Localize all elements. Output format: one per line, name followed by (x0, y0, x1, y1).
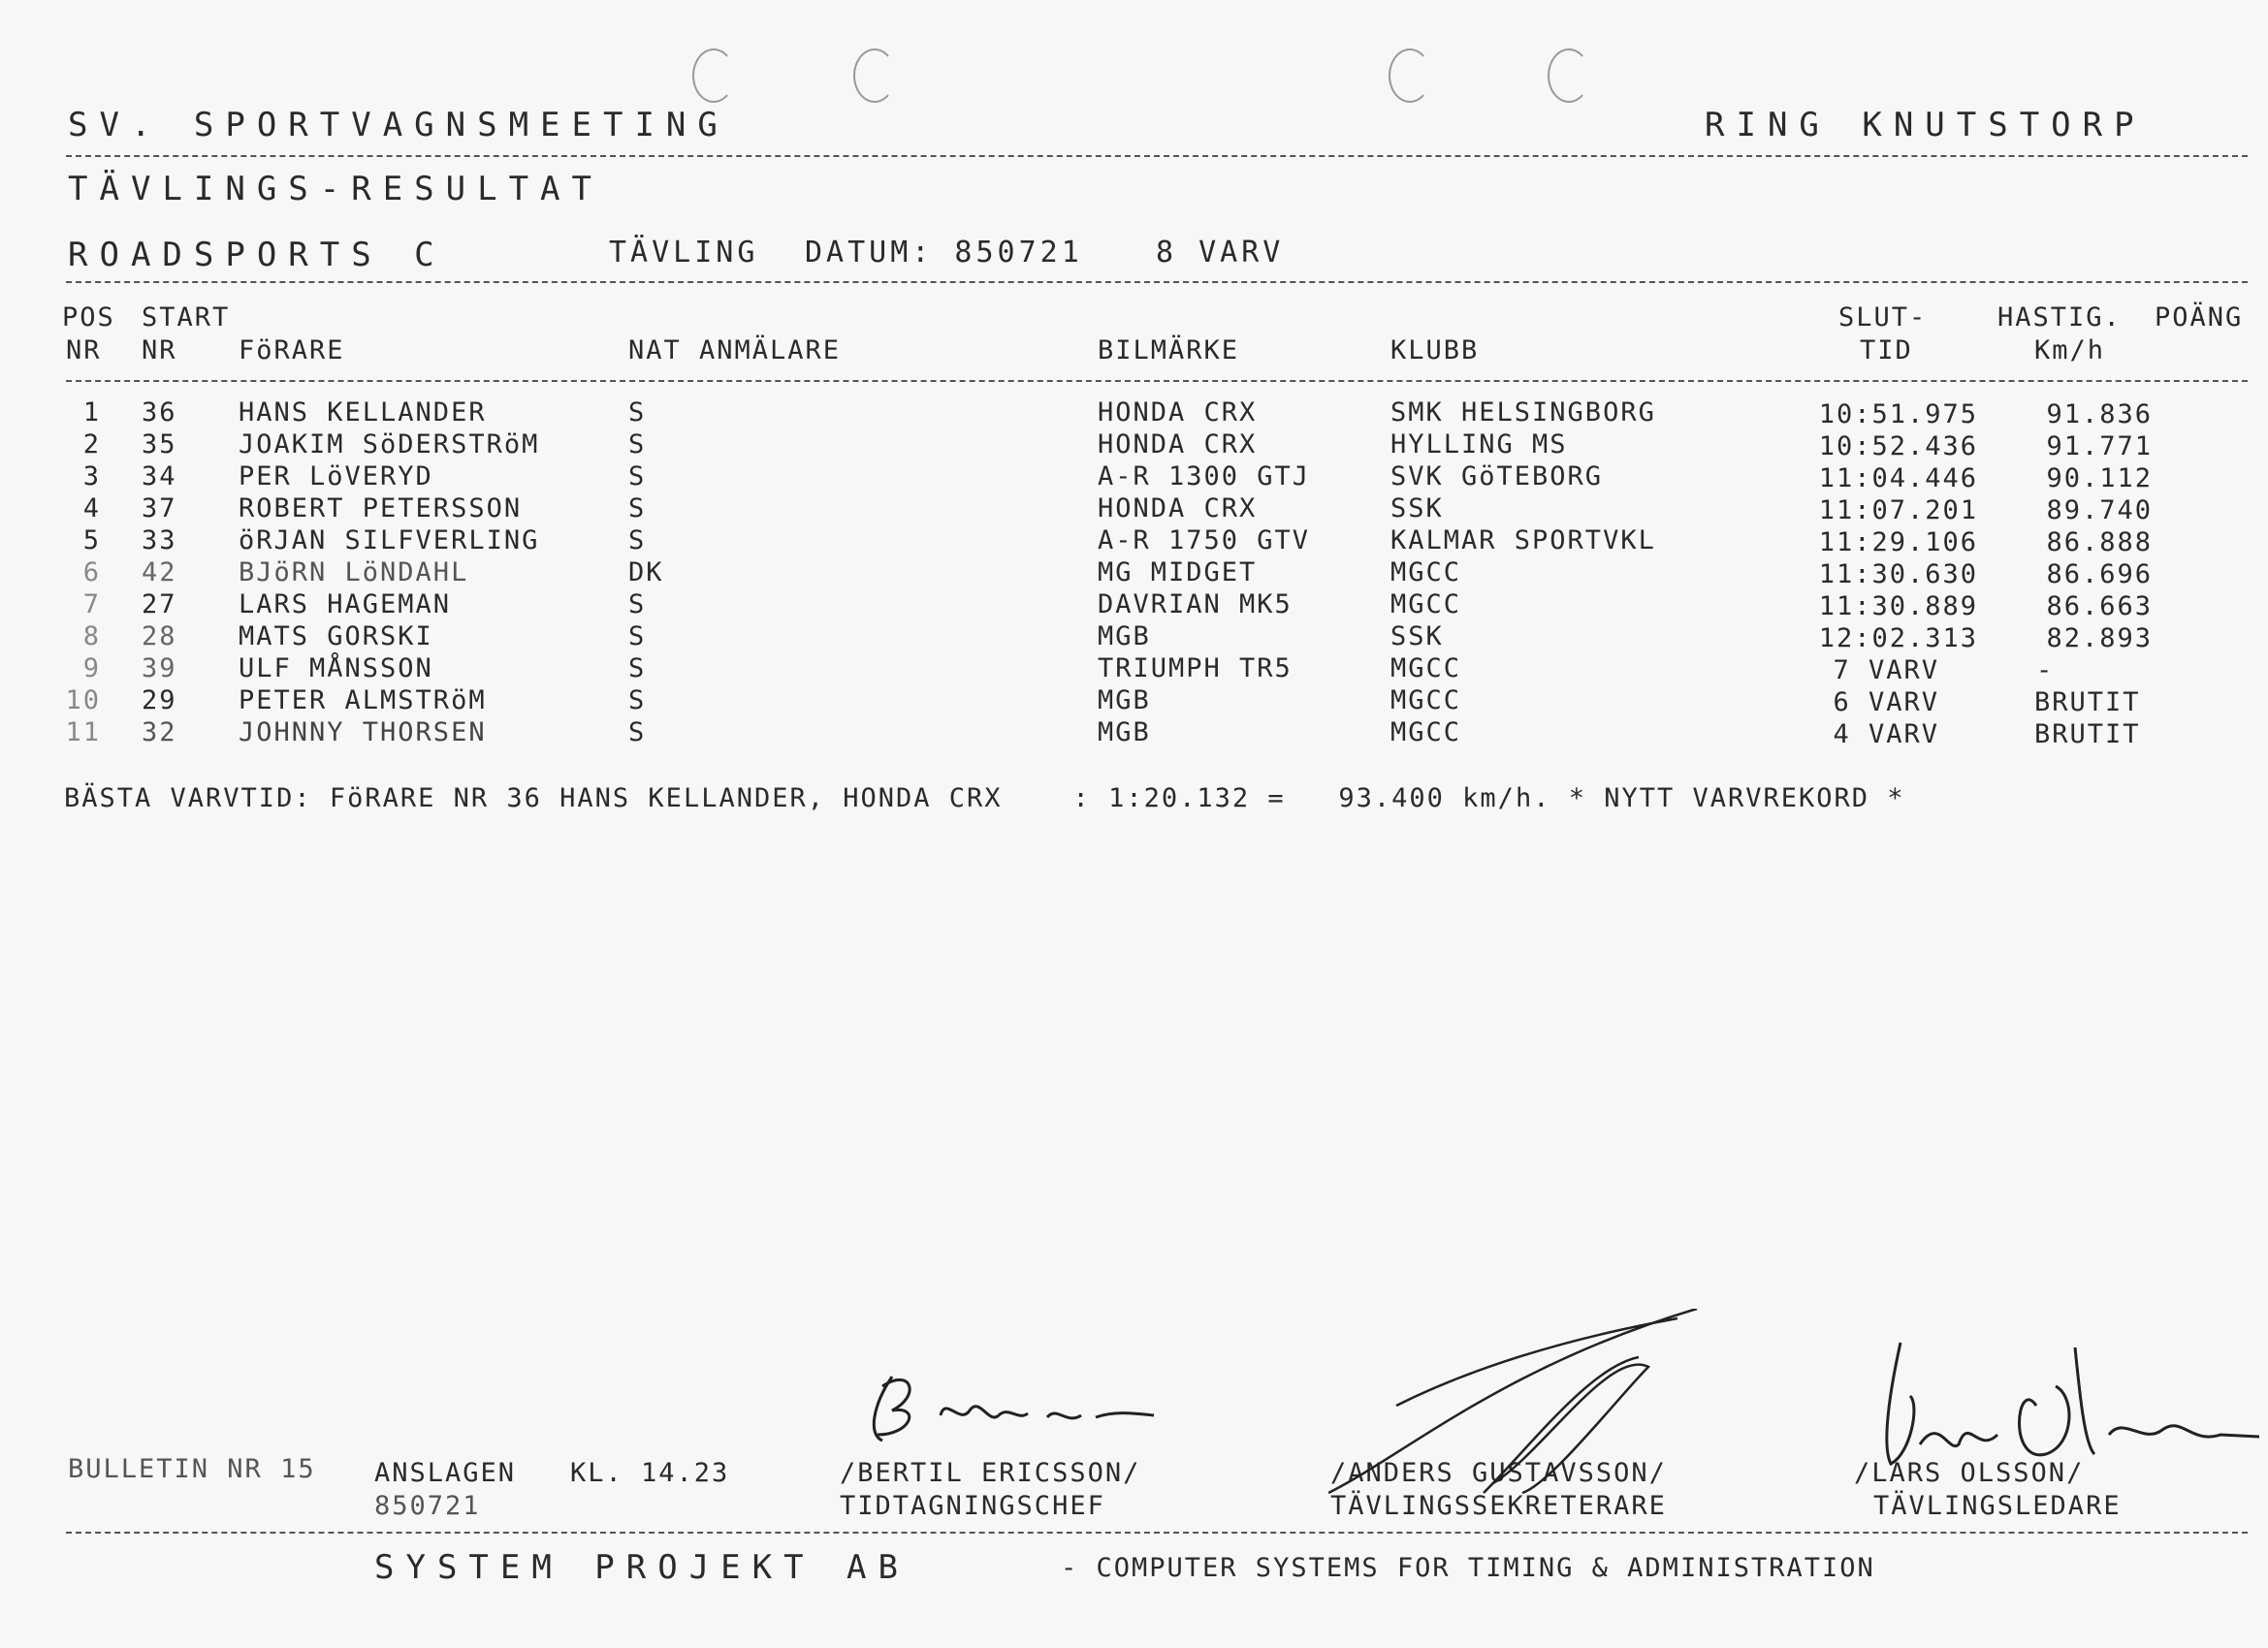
binder-hole (853, 48, 896, 103)
club-cell: MGCC (1390, 653, 1462, 683)
binder-hole (1389, 48, 1431, 103)
pos-cell: 10 (65, 685, 101, 715)
signatory-1-role: TIDTAGNINGSCHEF (840, 1491, 1105, 1521)
posted-date: 850721 (374, 1491, 481, 1521)
company-name: SYSTEM PROJEKT AB (374, 1548, 910, 1587)
col-points-header: POÄNG (2155, 302, 2244, 333)
driver-cell: MATS GORSKI (239, 621, 433, 651)
driver-cell: PETER ALMSTRöM (239, 685, 487, 715)
col-driver-header: FöRARE (239, 335, 345, 365)
col-nat-entrant-header: NAT ANMÄLARE (628, 335, 842, 365)
binder-hole (692, 48, 735, 103)
speed-cell: 82.893 (2046, 623, 2153, 653)
divider (66, 380, 2248, 382)
nat-cell: S (628, 461, 647, 491)
speed-cell: 86.696 (2046, 559, 2153, 589)
driver-cell: JOAKIM SöDERSTRöM (239, 429, 540, 460)
driver-cell: LARS HAGEMAN (239, 589, 452, 619)
time-cell: 11:07.201 (1818, 495, 1978, 525)
fastest-lap-note: BÄSTA VARVTID: FöRARE NR 36 HANS KELLANDER, HONDA CRX : 1:20.132 = 93.400 km/h. * NYTT VARVREKORD * (64, 783, 1905, 813)
document-title: TÄVLINGS-RESULTAT (68, 170, 603, 208)
pos-cell: 9 (82, 653, 101, 683)
posted-label: ANSLAGEN (374, 1458, 517, 1488)
nat-cell: S (628, 717, 647, 747)
driver-cell: öRJAN SILFVERLING (239, 525, 540, 555)
pos-cell: 1 (82, 397, 101, 428)
col-club-header: KLUBB (1390, 335, 1480, 365)
venue-title: RING KNUTSTORP (1705, 106, 2146, 144)
col-car-header: BILMÄRKE (1098, 335, 1240, 365)
pos-cell: 11 (65, 717, 101, 747)
nat-cell: S (628, 621, 647, 651)
col-speed-header-2: Km/h (2034, 335, 2106, 365)
driver-cell: ROBERT PETERSSON (239, 493, 523, 523)
col-time-header: SLUT- (1838, 302, 1928, 333)
nat-cell: S (628, 397, 647, 428)
nat-cell: S (628, 685, 647, 715)
car-cell: TRIUMPH TR5 (1098, 653, 1293, 683)
start-cell: 27 (142, 589, 177, 619)
signature-anders-gustavsson (1328, 1309, 1794, 1512)
pos-cell: 4 (82, 493, 101, 523)
club-cell: MGCC (1390, 589, 1462, 619)
signatory-2-name: /ANDERS GUSTAVSSON/ (1330, 1458, 1667, 1488)
time-cell: 10:51.975 (1818, 399, 1978, 429)
start-cell: 33 (142, 525, 177, 555)
signatory-2-role: TÄVLINGSSEKRETERARE (1330, 1491, 1667, 1521)
divider (66, 1532, 2248, 1534)
pos-cell: 6 (82, 557, 101, 587)
time-cell: 11:30.630 (1818, 559, 1978, 589)
speed-cell: 86.888 (2046, 527, 2153, 557)
car-cell: HONDA CRX (1098, 397, 1258, 428)
driver-cell: JOHNNY THORSEN (239, 717, 487, 747)
col-pos-header-2: NR (66, 335, 102, 365)
signatory-1-name: /BERTIL ERICSSON/ (840, 1458, 1141, 1488)
start-cell: 39 (142, 653, 177, 683)
driver-cell: HANS KELLANDER (239, 397, 487, 428)
club-cell: KALMAR SPORTVKL (1390, 525, 1656, 555)
signatory-3-role: TÄVLINGSLEDARE (1873, 1491, 2122, 1521)
time-cell: 11:04.446 (1818, 463, 1978, 493)
event-title: SV. SPORTVAGNSMEETING (68, 106, 729, 144)
time-cell: 11:29.106 (1818, 527, 1978, 557)
pos-cell: 7 (82, 589, 101, 619)
club-cell: MGCC (1390, 685, 1462, 715)
start-cell: 37 (142, 493, 177, 523)
driver-cell: BJöRN LöNDAHL (239, 557, 469, 587)
class-name: ROADSPORTS C (68, 236, 446, 274)
nat-cell: S (628, 429, 647, 460)
start-cell: 28 (142, 621, 177, 651)
club-cell: SSK (1390, 621, 1444, 651)
speed-cell: 86.663 (2046, 591, 2153, 621)
col-time-header-2: TID (1860, 335, 1913, 365)
club-cell: SMK HELSINGBORG (1390, 397, 1656, 428)
nat-cell: S (628, 525, 647, 555)
car-cell: MGB (1098, 717, 1151, 747)
signatory-3-name: /LARS OLSSON/ (1854, 1458, 2085, 1488)
driver-cell: ULF MÅNSSON (239, 653, 433, 683)
time-cell: 4 VARV (1833, 719, 1939, 749)
binder-hole (1548, 48, 1590, 103)
start-cell: 36 (142, 397, 177, 428)
divider (66, 281, 2248, 283)
posted-time: KL. 14.23 (570, 1458, 730, 1488)
speed-cell: 89.740 (2046, 495, 2153, 525)
club-cell: MGCC (1390, 557, 1462, 587)
race-type: TÄVLING (609, 236, 759, 269)
car-cell: A-R 1750 GTV (1098, 525, 1311, 555)
car-cell: MG MIDGET (1098, 557, 1258, 587)
bulletin-number: BULLETIN NR 15 (68, 1454, 316, 1484)
col-speed-header: HASTIG. (1997, 302, 2122, 333)
speed-cell: BRUTIT (2034, 719, 2141, 749)
car-cell: MGB (1098, 621, 1151, 651)
driver-cell: PER LöVERYD (239, 461, 433, 491)
pos-cell: 5 (82, 525, 101, 555)
start-cell: 32 (142, 717, 177, 747)
club-cell: SVK GöTEBORG (1390, 461, 1604, 491)
race-date: DATUM: 850721 (805, 236, 1083, 269)
car-cell: DAVRIAN MK5 (1098, 589, 1293, 619)
speed-cell: - (2036, 655, 2055, 685)
start-cell: 42 (142, 557, 177, 587)
col-pos-header: POS (62, 302, 115, 333)
pos-cell: 8 (82, 621, 101, 651)
speed-cell: 91.836 (2046, 399, 2153, 429)
nat-cell: S (628, 653, 647, 683)
start-cell: 34 (142, 461, 177, 491)
club-cell: HYLLING MS (1390, 429, 1568, 460)
start-cell: 35 (142, 429, 177, 460)
pos-cell: 2 (82, 429, 101, 460)
club-cell: SSK (1390, 493, 1444, 523)
nat-cell: S (628, 493, 647, 523)
car-cell: A-R 1300 GTJ (1098, 461, 1311, 491)
race-laps: 8 VARV (1156, 236, 1285, 269)
speed-cell: BRUTIT (2034, 687, 2141, 717)
pos-cell: 3 (82, 461, 101, 491)
time-cell: 12:02.313 (1818, 623, 1978, 653)
signature-lars-olsson (1852, 1338, 2259, 1493)
signature-bertil-ericsson (853, 1357, 1164, 1454)
company-tagline: - COMPUTER SYSTEMS FOR TIMING & ADMINISTRATION (1061, 1553, 1875, 1583)
col-start-header: START (142, 302, 231, 333)
club-cell: MGCC (1390, 717, 1462, 747)
car-cell: MGB (1098, 685, 1151, 715)
car-cell: HONDA CRX (1098, 429, 1258, 460)
nat-cell: S (628, 589, 647, 619)
time-cell: 7 VARV (1833, 655, 1939, 685)
col-start-header-2: NR (142, 335, 177, 365)
speed-cell: 90.112 (2046, 463, 2153, 493)
nat-cell: DK (628, 557, 664, 587)
time-cell: 10:52.436 (1818, 431, 1978, 461)
speed-cell: 91.771 (2046, 431, 2153, 461)
car-cell: HONDA CRX (1098, 493, 1258, 523)
time-cell: 11:30.889 (1818, 591, 1978, 621)
start-cell: 29 (142, 685, 177, 715)
time-cell: 6 VARV (1833, 687, 1939, 717)
divider (66, 155, 2248, 157)
